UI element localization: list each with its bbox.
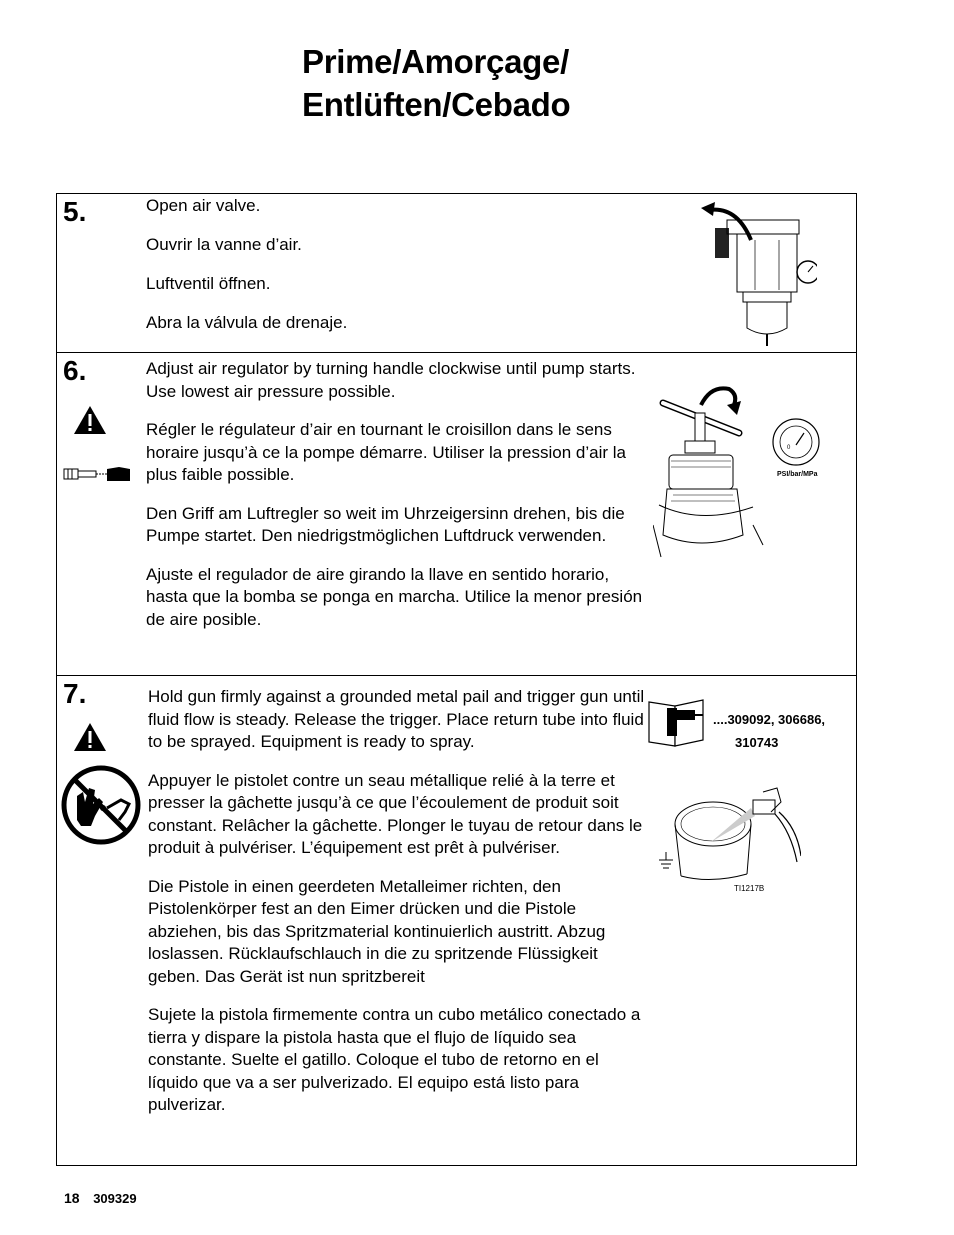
- instruction-de: Luftventil öffnen.: [146, 274, 271, 293]
- page-title-line2: Entlüften/Cebado: [302, 86, 571, 123]
- instruction-en: Open air valve.: [146, 196, 261, 215]
- manual-book-icon: [647, 696, 705, 748]
- instruction-es: Sujete la pistola firmemente contra un cubo metálico conectado a tierra y dispare la pistola hasta que el flujo de líquido sea constante. Suelte el gatillo. Coloque el tubo de retorno en el líquido que va a ser pulverizado. El equipo está listo para pulverizar.: [148, 1005, 641, 1114]
- instruction-es: Ajuste el regulador de aire girando la llave en sentido horario, hasta que la bomba se ponga en marcha. Utilice la menor presión de aire posible.: [146, 564, 643, 629]
- page-footer: [64, 1190, 137, 1206]
- step-number: 7.: [63, 678, 87, 709]
- manual-reference-line2: 310743: [735, 735, 779, 750]
- step-number: 6.: [63, 355, 87, 386]
- air-regulator-handle-illustration: [653, 375, 777, 561]
- instruction-fr: Régler le régulateur d’air en tournant le croisillon dans le sens horaire jusqu’à ce la pompe démarre. Utiliser la pression d’air la plus faible possible.: [146, 420, 627, 484]
- gauge-zero-label: 0: [787, 445, 791, 451]
- instruction-fr: Appuyer le pistolet contre un seau métallique relié à la terre et presser la gâchette jusqu’à ce que l’écoulement de produit soit constant. Relâcher la gâchette. Plonger le tuyau de retour dans le produit à pulvériser. L’équipement est prêt à pulvériser.: [148, 770, 643, 857]
- steps-table: [56, 193, 857, 1166]
- instruction-de: Die Pistole in einen geerdeten Metalleimer richten, den Pistolenkörper fest an den Eimer drücken und die Pistole abziehen, bis das Spritzmaterial kontinuierlich austritt. Abzug loslassen. Rücklaufschlauch in die zu spritzende Flüssigkeit geben. Das Gerät ist nun spritzbereit: [148, 876, 606, 986]
- warning-triangle-icon: [73, 405, 107, 435]
- step-text: [146, 195, 646, 351]
- no-hand-spray-icon: [59, 764, 143, 846]
- air-filter-valve-illustration: [697, 200, 817, 348]
- pressure-gauge-icon: [771, 417, 821, 467]
- step-6: [57, 353, 856, 676]
- figure-code-label: TI1217B: [734, 884, 765, 893]
- document-number: 309329: [93, 1191, 137, 1206]
- step-5: [57, 194, 856, 353]
- page-title-line1: Prime/Amorçage/: [302, 43, 569, 80]
- instruction-en: Adjust air regulator by turning handle clockwise until pump starts. Use lowest air pressure possible.: [146, 359, 636, 401]
- instruction-en: Hold gun firmly against a grounded metal pail and trigger gun until fluid flow is steady. Release the trigger. Place return tube into fluid to be sprayed. Equipment is ready to spray.: [148, 687, 645, 751]
- page-title: [302, 40, 570, 126]
- step-7: [57, 676, 856, 1165]
- step-number: 5.: [63, 196, 87, 227]
- warning-triangle-icon: [73, 722, 107, 752]
- step-text: [146, 358, 646, 647]
- instruction-de: Den Griff am Luftregler so weit im Uhrzeigersinn drehen, bis die Pumpe startet. Den niedrigstmöglichen Luftdruck verwenden.: [146, 503, 625, 545]
- instruction-es: Abra la válvula de drenaje.: [146, 313, 348, 332]
- gun-against-pail-illustration: [651, 782, 801, 886]
- manual-reference-line1: ....309092, 306686,: [713, 712, 826, 727]
- instruction-fr: Ouvrir la vanne d’air.: [146, 235, 302, 254]
- injection-hazard-icon: [63, 463, 131, 483]
- gauge-unit-label: PSI/bar/MPa: [777, 471, 818, 478]
- page-number: 18: [64, 1190, 80, 1206]
- step-text: [148, 686, 648, 1133]
